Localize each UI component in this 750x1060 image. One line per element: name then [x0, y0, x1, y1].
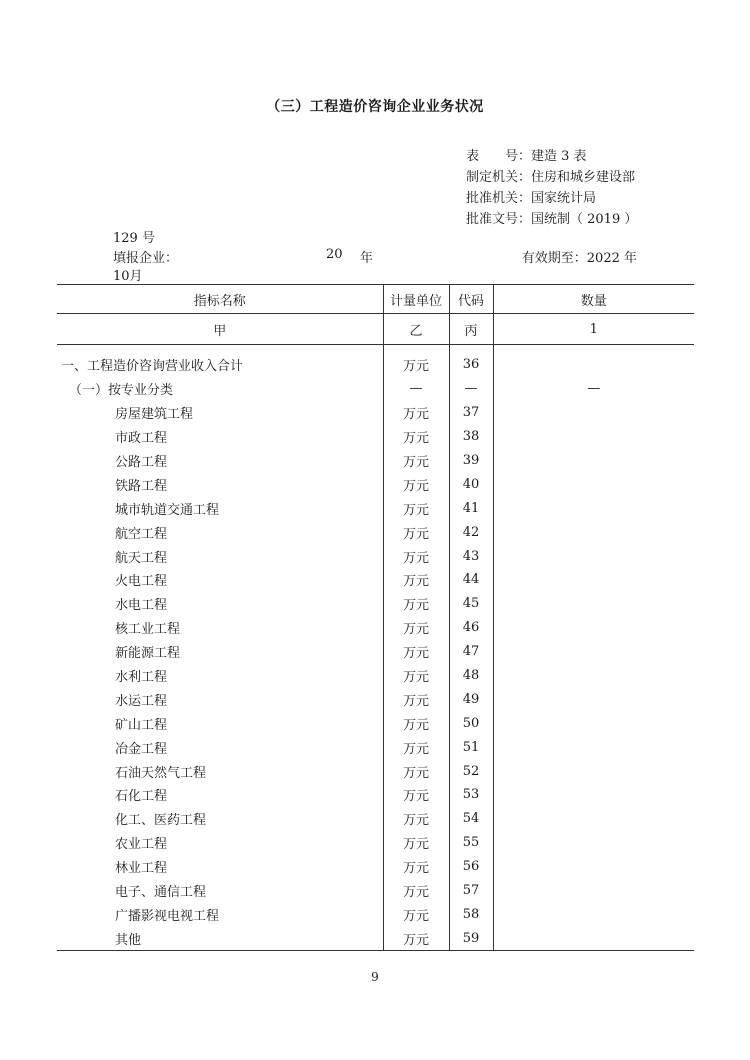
business-status-table: [57, 284, 694, 951]
row-unit: 万元: [383, 711, 449, 735]
row-quantity[interactable]: [493, 449, 694, 473]
table-row: [57, 592, 694, 616]
row-code: 52: [449, 759, 493, 783]
row-name: 农业工程: [115, 837, 168, 853]
reporting-year-unit: 年: [360, 251, 374, 266]
table-row: [57, 544, 694, 568]
row-quantity[interactable]: [493, 616, 694, 640]
page-number: 9: [371, 970, 379, 984]
row-name: 市政工程: [115, 431, 168, 447]
row-unit: 万元: [383, 902, 449, 926]
row-unit: 万元: [383, 926, 449, 950]
row-code: 43: [449, 544, 493, 568]
row-quantity[interactable]: [493, 664, 694, 688]
row-unit: 万元: [383, 759, 449, 783]
valid-until: 有效期至：2022 年: [521, 251, 637, 266]
row-code: 51: [449, 735, 493, 759]
row-name: 铁路工程: [115, 478, 168, 494]
row-unit: 万元: [383, 496, 449, 520]
row-name: 化工、医药工程: [115, 813, 207, 829]
row-code: 44: [449, 568, 493, 592]
row-unit: 万元: [383, 616, 449, 640]
table-row: [57, 807, 694, 831]
form-number: 表 号：建造 3 表: [466, 149, 587, 164]
row-name: 水电工程: [115, 598, 168, 614]
table-row: [57, 520, 694, 544]
row-code: 40: [449, 472, 493, 496]
row-quantity[interactable]: [493, 711, 694, 735]
table-row: [57, 496, 694, 520]
reporting-year-prefix: 20: [326, 247, 343, 262]
row-quantity[interactable]: [493, 783, 694, 807]
row-name: 核工业工程: [115, 622, 181, 638]
row-quantity: —: [493, 377, 694, 401]
row-name: 火电工程: [115, 574, 168, 590]
table-row: [57, 377, 694, 401]
row-name: 电子、通信工程: [115, 885, 207, 901]
header-unit: 计量单位: [383, 285, 449, 314]
row-quantity[interactable]: [493, 855, 694, 879]
row-quantity[interactable]: [493, 831, 694, 855]
row-code: 38: [449, 425, 493, 449]
row-unit: 万元: [383, 568, 449, 592]
table-row: [57, 926, 694, 950]
row-quantity[interactable]: [493, 496, 694, 520]
issuing-authority: 制定机关：住房和城乡建设部: [466, 170, 636, 185]
row-quantity[interactable]: [493, 345, 694, 377]
row-quantity[interactable]: [493, 902, 694, 926]
row-code: 48: [449, 664, 493, 688]
row-quantity[interactable]: [493, 544, 694, 568]
table-row: [57, 783, 694, 807]
table-row: [57, 401, 694, 425]
row-unit: 万元: [383, 520, 449, 544]
table-row: [57, 687, 694, 711]
row-code: 45: [449, 592, 493, 616]
code-row-bing: 丙: [449, 314, 493, 345]
row-unit: 万元: [383, 735, 449, 759]
row-quantity[interactable]: [493, 425, 694, 449]
row-quantity[interactable]: [493, 592, 694, 616]
table-row: [57, 831, 694, 855]
row-code: 57: [449, 879, 493, 903]
row-code: 42: [449, 520, 493, 544]
row-unit: 万元: [383, 831, 449, 855]
row-unit: 万元: [383, 879, 449, 903]
row-name: 石油天然气工程: [115, 765, 207, 781]
row-unit: 万元: [383, 544, 449, 568]
code-row-yi: 乙: [383, 314, 449, 345]
header-quantity: 数量: [493, 285, 694, 314]
row-name: 新能源工程: [115, 646, 181, 662]
row-quantity[interactable]: [493, 640, 694, 664]
row-unit: 万元: [383, 592, 449, 616]
row-code: 47: [449, 640, 493, 664]
row-code: 39: [449, 449, 493, 473]
row-quantity[interactable]: [493, 472, 694, 496]
row-name: 航空工程: [115, 526, 168, 542]
row-name: 石化工程: [115, 789, 168, 805]
row-quantity[interactable]: [493, 879, 694, 903]
row-code: 56: [449, 855, 493, 879]
page-title: （三）工程造价咨询企业业务状况: [266, 99, 484, 115]
row-unit: —: [383, 377, 449, 401]
row-unit: 万元: [383, 855, 449, 879]
header-indicator-name: 指标名称: [57, 285, 383, 314]
row-code: 54: [449, 807, 493, 831]
row-quantity[interactable]: [493, 926, 694, 950]
table-row: [57, 664, 694, 688]
row-name: （一）按专业分类: [69, 383, 174, 399]
row-code: 49: [449, 687, 493, 711]
row-name: 一、工程造价咨询营业收入合计: [61, 359, 244, 375]
code-row-jia: 甲: [57, 314, 383, 345]
table-row: [57, 449, 694, 473]
row-name: 房屋建筑工程: [115, 407, 194, 423]
approval-document: 批准文号：国统制（ 2019 ）: [466, 212, 638, 227]
row-name: 水利工程: [115, 670, 168, 686]
row-code: —: [449, 377, 493, 401]
row-name: 冶金工程: [115, 741, 168, 757]
code-row-one: 1: [493, 314, 694, 345]
row-code: 55: [449, 831, 493, 855]
row-quantity[interactable]: [493, 520, 694, 544]
row-unit: 万元: [383, 345, 449, 377]
row-unit: 万元: [383, 783, 449, 807]
row-unit: 万元: [383, 807, 449, 831]
row-code: 58: [449, 902, 493, 926]
row-quantity[interactable]: [493, 401, 694, 425]
row-name: 林业工程: [115, 861, 168, 877]
row-unit: 万元: [383, 401, 449, 425]
row-name: 其他: [57, 926, 383, 950]
table-code-row: [57, 314, 694, 345]
row-code: 36: [449, 345, 493, 377]
row-name: 广播影视电视工程: [115, 908, 220, 924]
row-unit: 万元: [383, 472, 449, 496]
approving-authority: 批准机关：国家统计局: [466, 191, 597, 206]
table-row: [57, 855, 694, 879]
row-code: 37: [449, 401, 493, 425]
row-code: 46: [449, 616, 493, 640]
table-row: [57, 640, 694, 664]
table-row: [57, 425, 694, 449]
row-quantity[interactable]: [493, 759, 694, 783]
row-quantity[interactable]: [493, 807, 694, 831]
valid-until-month: 10月: [113, 269, 143, 284]
row-code: 50: [449, 711, 493, 735]
row-quantity[interactable]: [493, 687, 694, 711]
approval-document-number: 129 号: [113, 231, 155, 246]
table-row: [57, 902, 694, 926]
row-quantity[interactable]: [493, 568, 694, 592]
table-header-row: [57, 285, 694, 314]
row-name: 矿山工程: [115, 717, 168, 733]
row-code: 41: [449, 496, 493, 520]
table-row: [57, 759, 694, 783]
table-row: [57, 879, 694, 903]
table-row: [57, 735, 694, 759]
row-unit: 万元: [383, 449, 449, 473]
row-unit: 万元: [383, 425, 449, 449]
table-row: [57, 568, 694, 592]
row-unit: 万元: [383, 664, 449, 688]
row-name: 水运工程: [115, 693, 168, 709]
row-name: 航天工程: [115, 550, 168, 566]
table-row: [57, 472, 694, 496]
row-unit: 万元: [383, 687, 449, 711]
table-row: [57, 711, 694, 735]
row-name: 城市轨道交通工程: [115, 502, 220, 518]
table-row: [57, 616, 694, 640]
table-row: [57, 345, 694, 377]
reporting-company-label: 填报企业：: [113, 251, 179, 266]
row-code: 53: [449, 783, 493, 807]
row-quantity[interactable]: [493, 735, 694, 759]
row-name: 公路工程: [115, 455, 168, 470]
row-code: 59: [449, 926, 493, 950]
row-unit: 万元: [383, 640, 449, 664]
header-code: 代码: [449, 285, 493, 314]
